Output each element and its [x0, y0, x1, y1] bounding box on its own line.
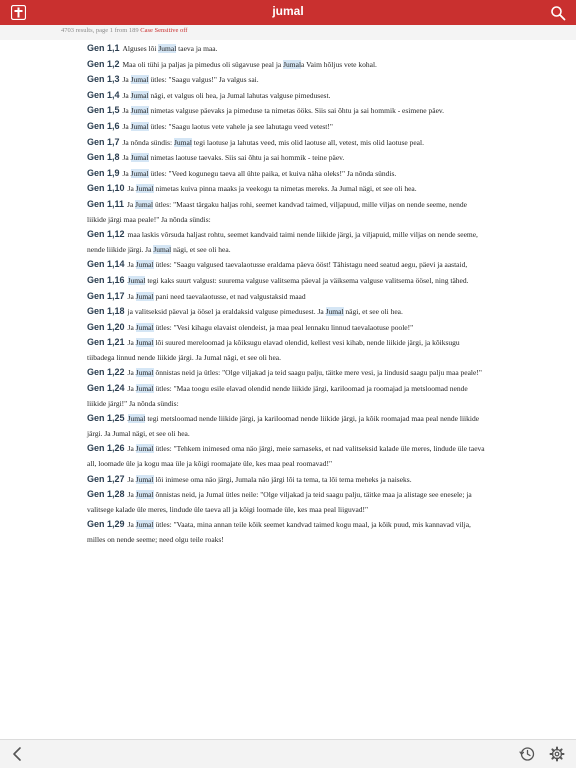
- verse-text: lõi inimese oma näo järgi, Jumala näo järgi lõi ta tema, ta lõi tema meheks ja naiseks.: [153, 474, 412, 484]
- verse-text: Ja: [127, 322, 136, 332]
- verse-text: ütles: "Tehkem inimesed oma näo järgi, meie sarnaseks, et nad valitseksid kalade üle meres, lindude üle taeva all, loomade üle ja kogu maa üle ja kõigi roomajate üle, kes maa peal roomavad!": [87, 444, 485, 469]
- search-match-highlight: Jumal: [135, 291, 154, 301]
- search-match-highlight: Jumal: [130, 168, 149, 178]
- verse-text: nägi, et valgus oli hea, ja Jumal lahutas valguse pimedusest.: [148, 90, 331, 100]
- verse-text: ja valitseksid päeval ja öösel ja eraldaksid valguse pimedusest. Ja: [127, 307, 326, 317]
- verse-text: ütles: "Maast tärgaku haljas rohi, seemet kandvad taimed, viljapuud, mille viljas on nende seeme, nende liikide järgi maa peale!" Ja nõnda sündis:: [87, 199, 467, 224]
- search-match-highlight: Jumal: [127, 275, 146, 285]
- verse-reference[interactable]: Gen 1,21: [87, 337, 125, 348]
- search-match-highlight: Jumal: [173, 137, 192, 147]
- search-match-highlight: Jumal: [135, 322, 154, 332]
- verse-text: ütles: "Veed kogunegu taeva all ühte paika, et kuiva näha oleks!" Ja nõnda sündis.: [148, 168, 397, 178]
- verse-reference[interactable]: Gen 1,4: [87, 89, 120, 100]
- search-match-highlight: Jumal: [135, 260, 154, 270]
- verse-item[interactable]: [87, 381, 487, 411]
- verse-reference[interactable]: Gen 1,17: [87, 290, 125, 301]
- verse-text: nägi, et see oli hea.: [171, 244, 231, 254]
- search-match-highlight: Jumal: [130, 121, 149, 131]
- verse-reference[interactable]: Gen 1,28: [87, 489, 125, 500]
- search-match-highlight: Jumal: [153, 244, 172, 254]
- verse-reference[interactable]: Gen 1,6: [87, 120, 120, 131]
- verse-text: Ja: [127, 184, 136, 194]
- verse-text: Ja nõnda sündis:: [122, 137, 174, 147]
- verse-item[interactable]: [87, 487, 487, 517]
- verse-reference[interactable]: Gen 1,16: [87, 274, 125, 285]
- verse-text: ütles: "Vesi kihagu elavaist olendeist, ja maa peal lennaku linnud taevalaotuse poole!": [153, 322, 414, 332]
- verse-text: taeva ja maa.: [176, 44, 218, 53]
- verse-text: a Vaim hõljus vete kohal.: [301, 59, 377, 69]
- verse-item[interactable]: [87, 320, 487, 336]
- verse-item[interactable]: [87, 197, 487, 227]
- verse-item[interactable]: [87, 88, 487, 104]
- verse-text: õnnistas neid ja ütles: "Olge viljakad ja teid saagu palju, täitke mere vesi, ja lindusid saagu palju maa peale!": [153, 368, 482, 378]
- verse-text: lõi suured mereloomad ja kõiksugu elavad olendid, kellest vesi kihab, nende liikide järgi, ja kõiksugu tiibadega linnud nende liikide järgi. Ja Jumal nägi, et see oli hea.: [87, 338, 460, 362]
- verse-text: Ja: [122, 75, 131, 85]
- search-match-highlight: Jumal: [135, 199, 154, 209]
- search-query-title: jumal: [272, 4, 304, 18]
- search-match-highlight: Jumal: [130, 153, 149, 163]
- verse-reference[interactable]: Gen 1,8: [87, 152, 120, 163]
- verse-text: tegi laotuse ja lahutas veed, mis olid laotuse all, vetest, mis olid laotuse peal.: [191, 137, 424, 147]
- verse-item[interactable]: [87, 57, 487, 73]
- verse-text: Ja: [122, 90, 131, 100]
- verse-text: Alguses lõi: [122, 44, 159, 53]
- verse-text: Ja: [122, 153, 131, 163]
- verse-reference[interactable]: Gen 1,25: [87, 413, 125, 424]
- verse-reference[interactable]: Gen 1,7: [87, 136, 120, 147]
- verse-reference[interactable]: Gen 1,3: [87, 74, 120, 85]
- verse-item[interactable]: [87, 441, 487, 471]
- verse-item[interactable]: [87, 72, 487, 88]
- verse-text: tegi metsloomad nende liikide järgi, ja kariloomad nende liikide järgi, ja kõik roomajad maa peal nende liikide järgi. Ja Jumal nägi, et see oli hea.: [87, 414, 480, 438]
- case-sensitive-toggle[interactable]: Case Sensitive off: [140, 27, 188, 34]
- search-match-highlight: Jumal: [135, 520, 154, 530]
- gear-icon[interactable]: [549, 746, 565, 762]
- results-bar: [0, 25, 576, 40]
- search-icon[interactable]: [550, 5, 566, 21]
- verse-reference[interactable]: Gen 1,26: [87, 443, 125, 454]
- verse-item[interactable]: [87, 181, 487, 197]
- search-match-highlight: Jumal: [135, 184, 154, 194]
- verse-item[interactable]: [87, 517, 487, 547]
- bottom-toolbar: [0, 739, 576, 768]
- verse-reference[interactable]: Gen 1,2: [87, 58, 120, 69]
- verse-text: nägi, et see oli hea.: [343, 307, 403, 317]
- verse-text: ütles: "Saagu valgus!" Ja valgus sai.: [148, 75, 259, 85]
- search-match-highlight: Jumal: [135, 338, 154, 348]
- verse-text: Ja: [127, 384, 136, 394]
- verse-text: nimetas laotuse taevaks. Siis sai õhtu ja sai hommik - teine päev.: [148, 153, 345, 163]
- verse-reference[interactable]: Gen 1,14: [87, 259, 125, 270]
- verse-item[interactable]: [87, 227, 487, 257]
- verse-text: nimetas kuiva pinna maaks ja veekogu ta nimetas mereks. Ja Jumal nägi, et see oli hea.: [153, 184, 417, 194]
- verse-reference[interactable]: Gen 1,27: [87, 473, 125, 484]
- verse-text: ütles: "Saagu valgused taevalaotusse eraldama päeva ööst! Tähistagu need seatud aegu, päevi ja aastaid,: [153, 260, 468, 270]
- verse-reference[interactable]: Gen 1,11: [87, 198, 125, 209]
- verse-text: Ja: [122, 168, 131, 178]
- search-match-highlight: Jumal: [135, 444, 154, 454]
- verse-text: nimetas valguse päevaks ja pimeduse ta nimetas ööks. Siis sai õhtu ja sai hommik - esimene päev.: [148, 106, 445, 116]
- header-bar: [0, 0, 576, 25]
- verse-reference[interactable]: Gen 1,10: [87, 183, 125, 194]
- verse-item[interactable]: [87, 103, 487, 119]
- verse-reference[interactable]: Gen 1,12: [87, 229, 125, 240]
- results-summary: 4703 results, page 1 from 189: [61, 27, 139, 34]
- verse-text: ütles: "Vaata, mina annan teile kõik seemet kandvad taimed kogu maal, ja kõik puud, mis kannavad vilja, milles on nende seeme; need olgu teile roaks!: [87, 520, 471, 544]
- search-match-highlight: Jumal: [127, 414, 146, 424]
- results-summary-line: [61, 27, 187, 34]
- verse-text: Ja: [127, 260, 136, 270]
- verse-text: Ja: [127, 444, 136, 454]
- verse-item[interactable]: [87, 135, 487, 151]
- verse-item[interactable]: [87, 150, 487, 166]
- verse-item[interactable]: [87, 304, 487, 320]
- search-match-highlight: Jumal: [283, 59, 302, 69]
- verse-reference[interactable]: Gen 1,20: [87, 321, 125, 332]
- verse-reference[interactable]: Gen 1,1: [87, 43, 120, 53]
- search-match-highlight: Jumal: [135, 490, 154, 500]
- verse-text: Ja: [127, 520, 136, 530]
- verse-reference[interactable]: Gen 1,9: [87, 167, 120, 178]
- verse-text: Ja: [127, 338, 136, 348]
- verse-reference[interactable]: Gen 1,22: [87, 367, 125, 378]
- verse-text: tegi kaks suurt valgust: suurema valguse valitsema päeval ja väiksema valguse valitsema öösel, ning tähed.: [145, 275, 469, 285]
- verse-item[interactable]: [87, 119, 487, 135]
- verse-text: maa laskis võrsuda haljast rohtu, seemet kandvaid taimi nende liikide järgi, ja viljapuid, mille viljas on nende seeme, nende liikide järgi. Ja: [87, 230, 478, 254]
- verse-item[interactable]: [87, 273, 487, 289]
- verse-item[interactable]: [87, 289, 487, 305]
- verse-text: Ja: [127, 474, 136, 484]
- search-match-highlight: Jumal: [130, 75, 149, 85]
- search-match-highlight: Jumal: [130, 106, 149, 116]
- search-match-highlight: Jumal: [325, 307, 344, 317]
- back-chevron-icon[interactable]: [10, 746, 26, 762]
- verse-reference[interactable]: Gen 1,24: [87, 383, 125, 394]
- verse-text: ütles: "Maa toogu esile elavad olendid nende liikide järgi, kariloomad ja roomajad ja metsloomad nende liikide järgi!" Ja nõnda sündis:: [87, 384, 468, 408]
- verse-item[interactable]: [87, 365, 487, 381]
- search-match-highlight: Jumal: [158, 44, 177, 53]
- verse-text: Ja: [127, 199, 136, 209]
- verse-text: Ja: [122, 121, 131, 131]
- verse-reference[interactable]: Gen 1,18: [87, 306, 125, 317]
- verse-text: Maa oli tühi ja paljas ja pimedus oli sügavuse peal ja: [122, 59, 284, 69]
- verse-reference[interactable]: Gen 1,5: [87, 105, 120, 116]
- verse-text: Ja: [127, 490, 136, 500]
- verse-list: [87, 41, 487, 548]
- verse-item[interactable]: [87, 411, 487, 441]
- verse-item[interactable]: [87, 472, 487, 488]
- verse-text: pani need taevalaotusse, et nad valgustaksid maad: [153, 291, 306, 301]
- search-match-highlight: Jumal: [135, 474, 154, 484]
- search-match-highlight: Jumal: [135, 368, 154, 378]
- verse-item[interactable]: [87, 166, 487, 182]
- verse-item[interactable]: [87, 41, 487, 57]
- search-match-highlight: Jumal: [135, 384, 154, 394]
- history-icon[interactable]: [519, 746, 535, 762]
- verse-text: Ja: [122, 106, 131, 116]
- verse-item[interactable]: [87, 335, 487, 365]
- verse-reference[interactable]: Gen 1,29: [87, 519, 125, 530]
- verse-text: õnnistas neid, ja Jumal ütles neile: "Olge viljakad ja teid saagu palju, täitke maa ja alistage see enesele; ja valitsege kalade üle meres, lindude üle taeva all ja kõigi loomade üle, kes maa peal liiguvad!": [87, 490, 472, 514]
- verse-text: Ja: [127, 291, 136, 301]
- verse-item[interactable]: [87, 257, 487, 273]
- verse-text: ütles: "Saagu laotus vete vahele ja see lahutagu veed vetest!": [148, 121, 333, 131]
- verse-text: Ja: [127, 368, 136, 378]
- search-match-highlight: Jumal: [130, 90, 149, 100]
